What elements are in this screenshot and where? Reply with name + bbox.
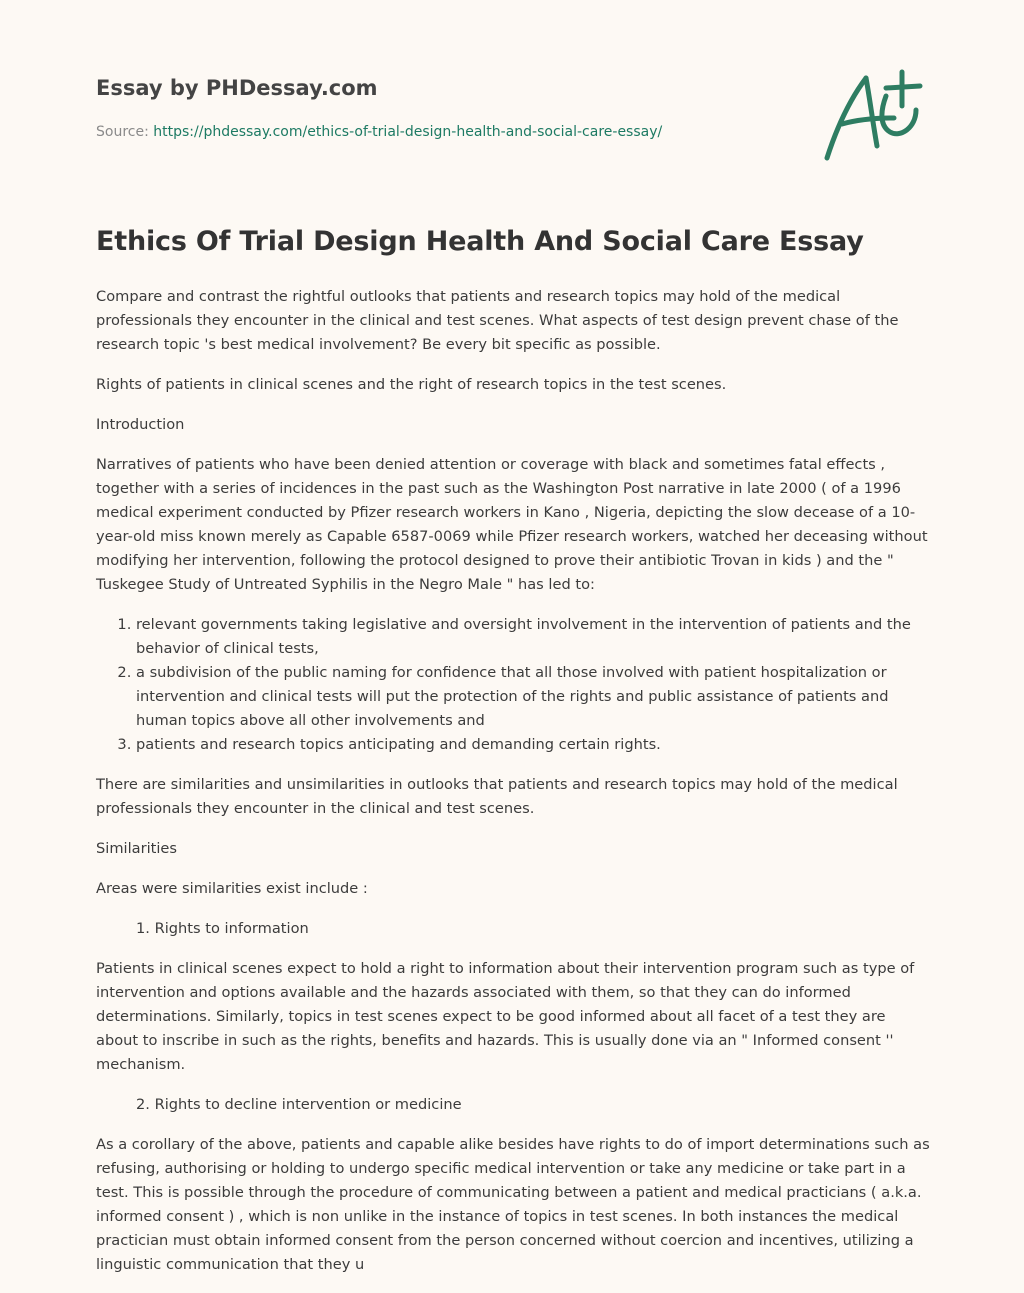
list-item: 3. patients and research topics anticipating and demanding certain rights. xyxy=(136,733,932,757)
source-label: Source: xyxy=(96,124,149,140)
list-item: 1. relevant governments taking legislative and oversight involvement in the intervention of patients and the behavior of clinical tests, xyxy=(136,613,932,661)
paragraph: There are similarities and unsimilarities in outlooks that patients and research topics may hold of the medical professionals they encounter in the clinical and test scenes. xyxy=(96,776,898,817)
a-plus-logo-icon xyxy=(822,66,926,164)
section-heading-similarities: Similarities xyxy=(96,840,177,857)
paragraph: Narratives of patients who have been denied attention or coverage with black and sometimes fatal effects , together with a series of incidences in the past such as the Washington Post narrative in late 2000 ( of a 1996 medical experiment conducted by Pfizer research workers in Kano , Nigeria, depicting the slow decease of a 10-year-old miss known merely as Capable 6587-0069 while Pfizer research workers, watched her deceasing without modifying her intervention, following the protocol designed to prove their antibiotic Trovan in kids ) and the " Tuskegee Study of Untreated Syphilis in the Negro Male " has led to: xyxy=(96,456,928,593)
paragraph: Compare and contrast the rightful outlooks that patients and research topics may hold of the medical professionals they encounter in the clinical and test scenes. What aspects of test design prevent chase of the research topic 's best medical involvement? Be every bit specific as possible. xyxy=(96,288,899,353)
list-item: 2. a subdivision of the public naming for confidence that all those involved with patient hospitalization or intervention and clinical tests will put the protection of the rights and public assistance of patients and human topics above all other involvements and xyxy=(136,661,932,733)
paragraph: Patients in clinical scenes expect to hold a right to information about their intervention program such as type of intervention and options available and the hazards associated with them, so that they can do informed determinations. Similarly, topics in test scenes expect to be good informed about all facet of a test they are about to inscribe in such as the rights, benefits and hazards. This is usually done via an " Informed consent '' mechanism. xyxy=(96,960,915,1073)
source-line xyxy=(96,124,662,140)
numbered-list xyxy=(96,613,932,757)
paragraph: As a corollary of the above, patients and capable alike besides have rights to do of import determinations such as refusing, authorising or holding to undergo specific medical intervention or take any medicine or take part in a test. This is possible through the procedure of communicating between a patient and medical practicians ( a.k.a. informed consent ) , which is non unlike in the instance of topics in test scenes. In both instances the medical practician must obtain informed consent from the person concerned without coercion and incentives, utilizing a linguistic communication that they u xyxy=(96,1136,930,1273)
paragraph: Areas were similarities exist include : xyxy=(96,880,368,897)
essay-body xyxy=(96,285,932,1293)
paragraph: Rights of patients in clinical scenes and the right of research topics in the test scenes. xyxy=(96,376,727,393)
source-link[interactable]: https://phdessay.com/ethics-of-trial-design-health-and-social-care-essay/ xyxy=(153,124,663,140)
subheading-rights-to-decline: 2. Rights to decline intervention or medicine xyxy=(136,1096,462,1113)
brand-name: Essay by PHDessay.com xyxy=(96,76,378,100)
subheading-rights-to-information: 1. Rights to information xyxy=(136,920,309,937)
section-heading-introduction: Introduction xyxy=(96,416,185,433)
essay-title: Ethics Of Trial Design Health And Social Care Essay xyxy=(96,226,864,257)
